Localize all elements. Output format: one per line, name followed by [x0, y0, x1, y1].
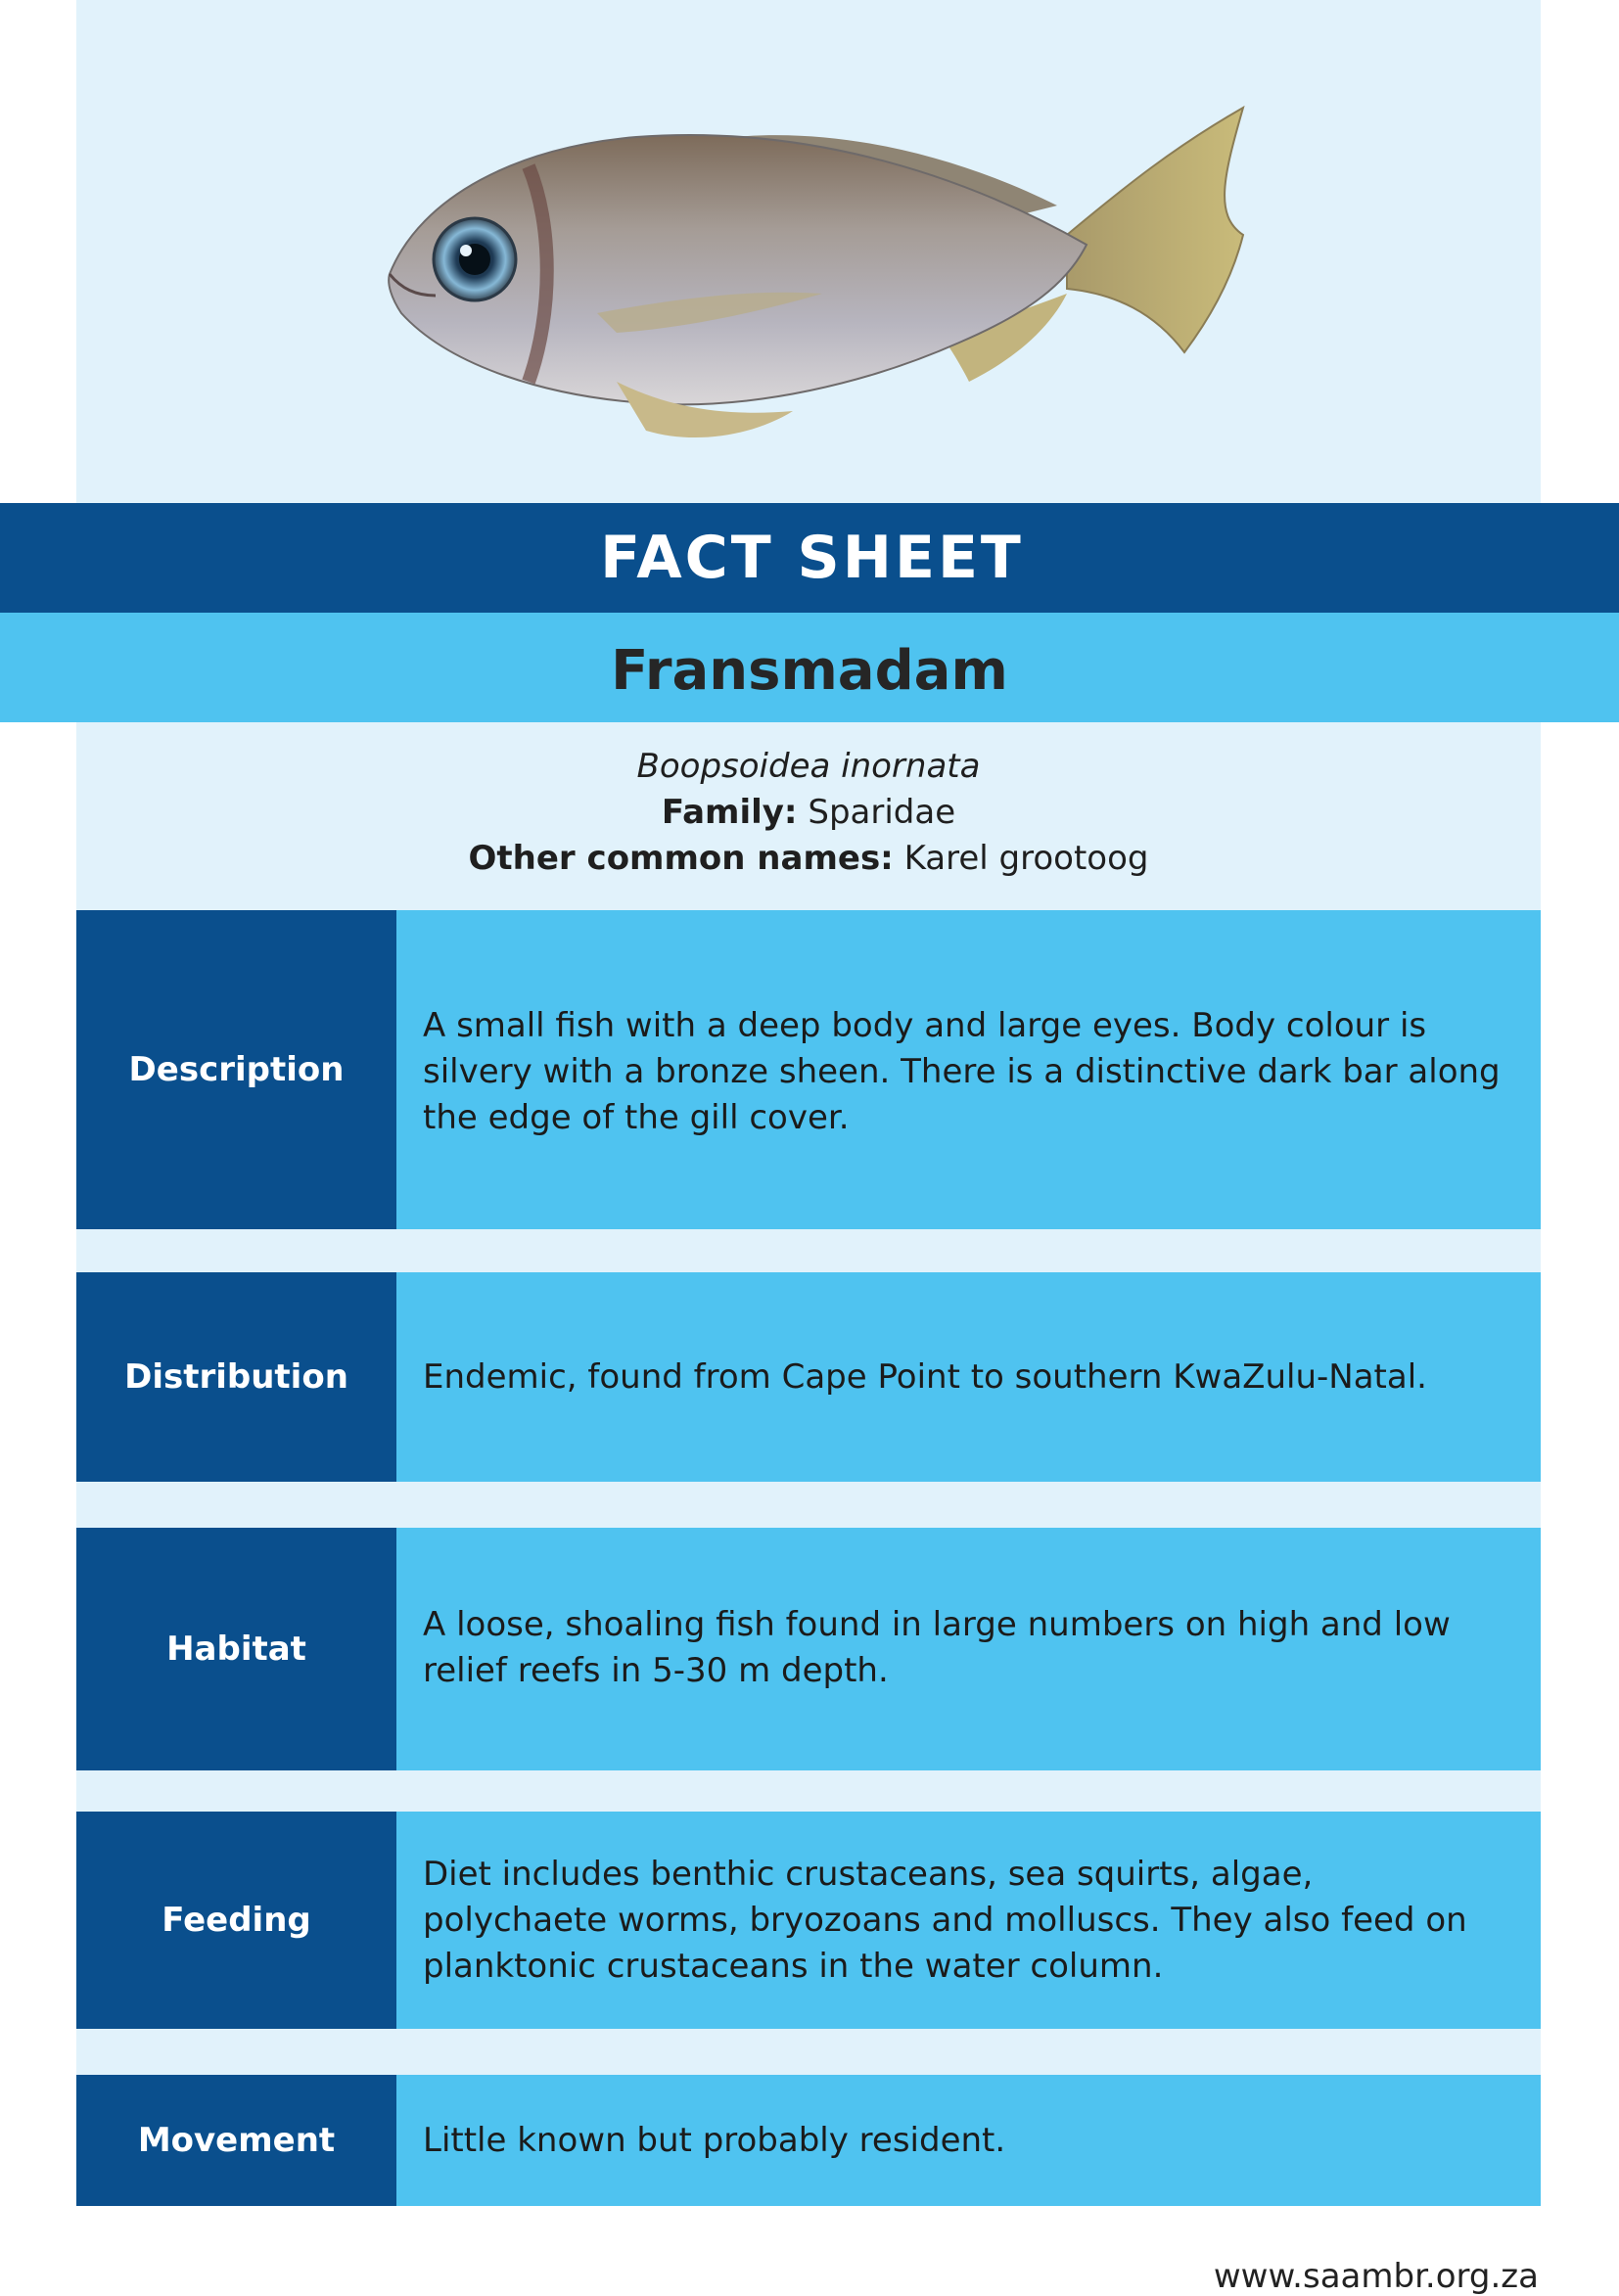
fact-label: Description — [76, 910, 396, 1229]
fact-sheet-banner — [0, 503, 1619, 613]
fact-label: Habitat — [76, 1528, 396, 1770]
banner-title: FACT SHEET — [600, 524, 1024, 592]
fact-text: Diet includes benthic crustaceans, sea squirts, algae, polychaete worms, bryozoans and molluscs. They also feed on planktonic crustaceans in the water column. — [396, 1812, 1541, 2029]
website-url: www.saambr.org.za — [1213, 2257, 1539, 2296]
family-line — [76, 790, 1541, 836]
fact-row-movement — [76, 2075, 1541, 2206]
family-label: Family: — [661, 793, 798, 832]
fact-text: A small fish with a deep body and large eyes. Body colour is silvery with a bronze sheen. There is a distinctive dark bar along the edge of the gill cover. — [396, 910, 1541, 1229]
other-names-line — [76, 836, 1541, 882]
fact-row-description — [76, 910, 1541, 1229]
other-names-label: Other common names: — [468, 839, 894, 878]
fact-text: Endemic, found from Cape Point to southern KwaZulu-Natal. — [396, 1272, 1541, 1482]
fact-text: A loose, shoaling fish found in large numbers on high and low relief reefs in 5-30 m depth. — [396, 1528, 1541, 1770]
species-meta — [76, 744, 1541, 882]
fact-text: Little known but probably resident. — [396, 2075, 1541, 2206]
scientific-name: Boopsoidea inornata — [636, 747, 981, 786]
fact-row-distribution — [76, 1272, 1541, 1482]
other-names-value: Karel grootoog — [903, 839, 1149, 878]
fish-photo — [382, 88, 1263, 460]
fact-label: Distribution — [76, 1272, 396, 1482]
fact-label: Movement — [76, 2075, 396, 2206]
fact-row-habitat — [76, 1528, 1541, 1770]
species-common-name: Fransmadam — [611, 638, 1008, 703]
fish-illustration — [382, 88, 1263, 460]
fact-row-feeding — [76, 1812, 1541, 2029]
species-name-banner — [0, 613, 1619, 722]
family-value: Sparidae — [808, 793, 956, 832]
fact-label: Feeding — [76, 1812, 396, 2029]
